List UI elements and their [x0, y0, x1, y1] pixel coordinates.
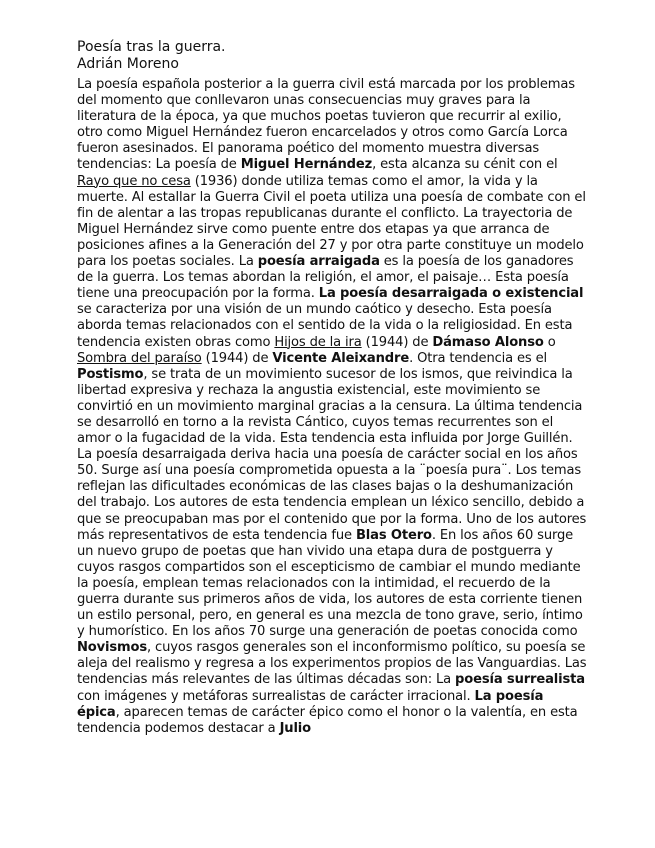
text-run: . Otra tendencia es el [409, 350, 548, 366]
bold-term: Vicente Aleixandre [272, 350, 410, 366]
work-title: Sombra del paraíso [77, 350, 202, 366]
bold-term: poesía surrealista [455, 672, 585, 688]
bold-term: La poesía desarraigada o existencial [318, 286, 584, 302]
document-title: Poesía tras la guerra. [77, 39, 226, 55]
text-run: o [543, 334, 556, 350]
work-title: Rayo que no cesa [77, 173, 191, 189]
document-author: Adrián Moreno [77, 56, 179, 72]
bold-term: Miguel Hernández [240, 157, 373, 173]
bold-term: poesía arraigada [257, 254, 380, 270]
text-run: , se trata de un movimiento sucesor de los ismos, que reivindica la libertad expresiva y rechaza la angustia existencial, este movimiento se convirtió en un movimiento marginal gracias a la censura. La última tendencia se desarrolló en torno a la revista Cántico, cuyos temas recurrentes son el amor o la fugacidad de la vida. Esta tendencia esta influida por Jorge Guillén. La poesía desarraigada deriva hacia una poesía de carácter social en los años 50. Surge así una poesía comprometida opuesta a la ¨poesía pura¨. Los temas reflejan las dificultades económicas de las clases bajas o la deshumanización del trabajo. Los autores de esta tendencia emplean un léxico sencillo, debido a que se preocupaban mas por el contenido que por la forma. Uno de los autores más representativos de esta tendencia fue [77, 366, 587, 543]
text-run: , cuyos rasgos generales son el inconformismo político, su poesía se aleja del realismo y regresa a los experimentos propios de las Vanguardias. Las tendencias más relevantes de las últimas décadas son: La [77, 640, 587, 688]
text-run: La poesía española posterior a la guerra civil está marcada por los problemas del momento que conllevaron unas consecuencias muy graves para la literatura de la época, ya que muchos poetas tuvieron que recurrir al exilio, otro como Miguel Hernández fueron encarcelados y otros como García Lorca fueron asesinados. El panorama poético del momento muestra diversas tendencias: La poesía de [77, 77, 575, 173]
bold-term: La poesía épica [77, 688, 544, 720]
bold-term: Novismos [77, 640, 148, 656]
work-title: Hijos de la ira [274, 334, 362, 350]
text-run: (1944) de [201, 350, 273, 366]
text-run: es la poesía de los ganadores de la guerra. Los temas abordan la religión, el amor, el paisaje… Esta poesía tiene una preocupación por la forma. [77, 254, 574, 302]
bold-term: Postismo [77, 366, 144, 382]
text-run: . En los años 60 surge un nuevo grupo de poetas que han vivido una etapa dura de postguerra y cuyos rasgos compartidos son el escepticismo de cambiar el mundo mediante la poesía, emplean temas relacionados con la intimidad, el recuerdo de la guerra durante sus primeros años de vida, los autores de esta corriente tienen un estilo personal, pero, en general es una mezcla de tono grave, serio, íntimo y humorístico. En los años 70 surge una generación de poetas conocida como [77, 527, 583, 640]
text-run: , aparecen temas de carácter épico como el honor o la valentía, en esta tendencia podemos destacar a [77, 704, 578, 736]
text-run: (1944) de [361, 334, 433, 350]
text-run: se caracteriza por una visión de un mundo caótico y desecho. Esta poesía aborda temas relacionados con el sentido de la vida o la religiosidad. En esta tendencia existen obras como [77, 302, 573, 350]
bold-term: Julio [279, 720, 311, 736]
bold-term: Dámaso Alonso [432, 334, 544, 350]
text-run: con imágenes y metáforas surrealistas de carácter irracional. [77, 688, 475, 704]
document-body-paragraph [77, 77, 587, 737]
bold-term: Blas Otero [355, 527, 432, 543]
text-run: , esta alcanza su cénit con el [372, 157, 558, 173]
document-page [77, 39, 587, 737]
text-run: (1936) donde utiliza temas como el amor, la vida y la muerte. Al estallar la Guerra Civil el poeta utiliza una poesía de combate con el fin de alentar a las tropas republicanas durante el conflicto. La trayectoria de Miguel Hernández sirve como puente entre dos etapas ya que arranca de posiciones afines a la Generación del 27 y por otra parte constituye un modelo para los poetas sociales. La [77, 173, 586, 270]
